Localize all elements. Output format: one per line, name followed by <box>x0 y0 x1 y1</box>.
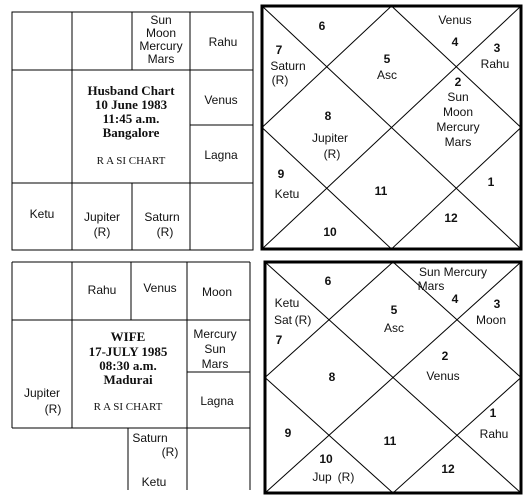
wife-h11: 11 <box>383 434 397 448</box>
wife-h4: 4 <box>451 292 459 306</box>
wife-house-top1: Rahu <box>87 283 117 297</box>
husband-rahu: Rahu <box>480 57 510 71</box>
svg-text:Jupiter: Jupiter <box>83 210 121 224</box>
husband-house-top2 <box>139 13 182 66</box>
husband-h8: 8 <box>324 109 332 123</box>
wife-house-top2: Venus <box>143 281 177 295</box>
husband-house-b1 <box>84 210 120 239</box>
husband-h10: 10 <box>323 225 337 239</box>
husband-house-b0: Ketu <box>29 207 55 221</box>
wife-h12: 12 <box>441 462 455 476</box>
wife-rasi-label: R A SI CHART <box>93 401 163 413</box>
wife-house-top3: Moon <box>201 285 233 299</box>
husband-ketu: Ketu <box>274 187 300 201</box>
husband-h7: 7 <box>275 43 283 57</box>
wife-h2: 2 <box>441 349 449 363</box>
husband-h9: 9 <box>277 167 285 181</box>
svg-text:(R): (R) <box>156 225 174 239</box>
wife-h9: 9 <box>284 426 292 440</box>
wife-h7: 7 <box>275 333 283 347</box>
husband-top2-line4: Mars <box>147 52 175 66</box>
wife-h10: 10 <box>319 452 333 466</box>
husband-center-info <box>87 83 175 167</box>
wife-h1: 1 <box>489 406 497 420</box>
wife-birth-date: 17-JULY 1985 <box>88 344 168 359</box>
husband-rasi-label: R A SI CHART <box>96 155 166 167</box>
husband-h11: 11 <box>374 184 388 198</box>
wife-chart-title: WIFE <box>110 329 146 344</box>
svg-text:Mars: Mars <box>201 357 229 371</box>
wife-house-r1 <box>193 327 236 371</box>
husband-south-chart <box>12 12 253 250</box>
wife-venus: Venus <box>426 369 460 383</box>
husband-house-r2: Venus <box>204 93 238 107</box>
husband-house-b2 <box>144 210 179 239</box>
svg-text:Mercury: Mercury <box>193 327 237 341</box>
husband-jupiter-retro: (R) <box>323 147 341 161</box>
wife-moon: Moon <box>475 313 507 327</box>
husband-birth-place: Bangalore <box>102 125 160 140</box>
wife-sat-retro <box>274 313 311 327</box>
wife-sat: Sat <box>273 313 293 327</box>
husband-h1: 1 <box>487 175 495 189</box>
wife-jup-r: (R) <box>337 470 355 484</box>
husband-h2-planets <box>436 90 479 149</box>
wife-house-b2 <box>132 431 178 489</box>
svg-text:Sun: Sun <box>447 90 469 104</box>
husband-h3: 3 <box>493 41 501 55</box>
wife-asc: Asc <box>383 321 405 335</box>
husband-top2-line2: Moon <box>145 26 177 40</box>
wife-center-info <box>89 329 168 413</box>
wife-top-planets: Sun Mercury <box>418 265 488 279</box>
husband-h12: 12 <box>444 211 458 225</box>
svg-text:Mercury: Mercury <box>436 120 480 134</box>
wife-h5: 5 <box>390 303 398 317</box>
wife-mars: Mars <box>417 279 445 293</box>
husband-h4: 4 <box>451 35 459 49</box>
svg-text:Jupiter: Jupiter <box>23 386 61 400</box>
svg-text:Mars: Mars <box>444 135 472 149</box>
husband-venus: Venus <box>438 13 472 27</box>
wife-birth-time: 08:30 a.m. <box>99 358 157 373</box>
husband-jupiter: Jupiter <box>311 131 349 145</box>
husband-h2: 2 <box>454 75 462 89</box>
husband-birth-time: 11:45 a.m. <box>102 111 160 126</box>
wife-jup-retro <box>312 470 354 484</box>
wife-house-l2 <box>24 386 61 416</box>
wife-h3: 3 <box>493 297 501 311</box>
husband-birth-date: 10 June 1983 <box>94 97 168 112</box>
svg-text:Saturn: Saturn <box>132 431 168 445</box>
svg-text:Ketu: Ketu <box>141 475 167 489</box>
husband-saturn-retro: (R) <box>271 73 289 87</box>
husband-h5: 5 <box>383 52 391 66</box>
svg-text:(R): (R) <box>44 402 62 416</box>
wife-ketu: Ketu <box>274 296 300 310</box>
svg-text:Moon: Moon <box>442 105 474 119</box>
wife-sat-r: (R) <box>294 313 312 327</box>
wife-house-r2: Lagna <box>200 394 234 408</box>
svg-text:Sun: Sun <box>204 342 226 356</box>
husband-house-top3: Rahu <box>208 35 238 49</box>
husband-north-chart <box>262 6 521 249</box>
wife-birth-place: Madurai <box>103 372 153 387</box>
wife-h8: 8 <box>328 370 336 384</box>
husband-saturn: Saturn <box>270 59 306 73</box>
svg-text:(R): (R) <box>161 445 179 459</box>
husband-top2-line1: Sun <box>150 13 172 27</box>
wife-south-chart <box>12 262 250 490</box>
wife-rahu: Rahu <box>479 427 509 441</box>
husband-house-r3: Lagna <box>204 148 238 162</box>
wife-north-chart <box>265 262 521 493</box>
husband-asc: Asc <box>376 68 398 82</box>
husband-h6: 6 <box>318 19 326 33</box>
svg-text:(R): (R) <box>93 225 111 239</box>
wife-h6: 6 <box>324 274 332 288</box>
husband-top2-line3: Mercury <box>139 39 183 53</box>
wife-jup: Jup <box>312 470 332 484</box>
svg-text:Saturn: Saturn <box>144 210 180 224</box>
husband-chart-title: Husband Chart <box>87 83 175 98</box>
